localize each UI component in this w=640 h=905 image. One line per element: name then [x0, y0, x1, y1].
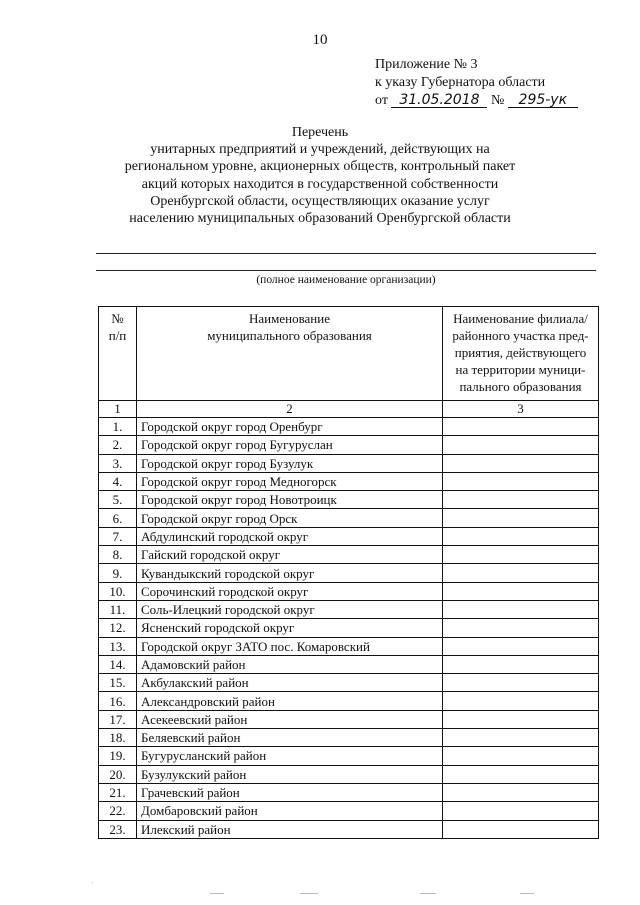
column-number: 3	[443, 401, 599, 418]
table-row	[99, 637, 599, 655]
row-number: 6.	[99, 509, 137, 527]
column-number-row	[99, 401, 599, 418]
table-row	[99, 783, 599, 801]
branch-name	[443, 619, 599, 637]
row-number: 4.	[99, 472, 137, 490]
municipality-name: Городской округ город Бугуруслан	[137, 436, 443, 454]
branch-name	[443, 802, 599, 820]
branch-name	[443, 509, 599, 527]
row-number: 21.	[99, 783, 137, 801]
header-branch-line: приятия, действующего	[454, 345, 587, 360]
municipality-name: Бугурусланский район	[137, 747, 443, 765]
municipality-name: Асекеевский район	[137, 710, 443, 728]
row-number: 20.	[99, 765, 137, 783]
header-name-line: муниципального образования	[207, 328, 372, 343]
branch-name	[443, 692, 599, 710]
branch-name	[443, 765, 599, 783]
table-row	[99, 820, 599, 838]
title-line: Перечень	[291, 125, 349, 140]
row-number: 23.	[99, 820, 137, 838]
branch-name	[443, 582, 599, 600]
table-row	[99, 710, 599, 728]
table-row	[99, 765, 599, 783]
municipality-name: Александровский район	[137, 692, 443, 710]
number-label: №	[490, 93, 505, 108]
scan-artifact	[420, 893, 436, 894]
municipality-name: Акбулакский район	[137, 674, 443, 692]
row-number: 16.	[99, 692, 137, 710]
row-number: 10.	[99, 582, 137, 600]
table-header-row	[99, 307, 599, 401]
branch-name	[443, 783, 599, 801]
decree-date: 31.05.2018	[391, 93, 487, 108]
table-row	[99, 600, 599, 618]
row-number: 19.	[99, 747, 137, 765]
appendix-decree-ref: к указу Губернатора области	[375, 75, 546, 90]
organizations-table	[98, 306, 599, 839]
row-number: 15.	[99, 674, 137, 692]
title-line: населению муниципальных образований Оренбургской области	[129, 211, 511, 227]
municipality-name: Городской округ город Новотроицк	[137, 491, 443, 509]
table-body	[99, 418, 599, 839]
table-row	[99, 747, 599, 765]
municipality-name: Кувандыкский городской округ	[137, 564, 443, 582]
table-row	[99, 472, 599, 490]
table-row	[99, 436, 599, 454]
scan-artifact	[520, 893, 534, 894]
row-number: 5.	[99, 491, 137, 509]
table-row	[99, 674, 599, 692]
row-number: 12.	[99, 619, 137, 637]
page-number: 10	[312, 32, 328, 48]
municipality-name: Городской округ город Бузулук	[137, 454, 443, 472]
organization-fill-line	[96, 253, 596, 254]
table-row	[99, 418, 599, 436]
header-name-line: Наименование	[249, 311, 330, 326]
branch-name	[443, 436, 599, 454]
row-number: 13.	[99, 637, 137, 655]
row-number: 17.	[99, 710, 137, 728]
municipality-name: Городской округ ЗАТО пос. Комаровский	[137, 637, 443, 655]
municipality-name: Грачевский район	[137, 783, 443, 801]
header-num-line: п/п	[108, 328, 127, 343]
column-number: 2	[137, 401, 443, 418]
table-row	[99, 527, 599, 545]
branch-name	[443, 527, 599, 545]
municipality-name: Адамовский район	[137, 655, 443, 673]
header-branch-line: Наименование филиала/	[453, 311, 588, 326]
row-number: 7.	[99, 527, 137, 545]
municipality-name: Городской округ город Медногорск	[137, 472, 443, 490]
table-row	[99, 546, 599, 564]
branch-name	[443, 546, 599, 564]
header-branch	[443, 307, 599, 401]
row-number: 14.	[99, 655, 137, 673]
appendix-date-number	[375, 92, 578, 109]
scan-artifact	[92, 882, 93, 883]
column-number: 1	[99, 401, 137, 418]
table-row	[99, 802, 599, 820]
table-row	[99, 564, 599, 582]
appendix-title: Приложение № 3	[375, 57, 478, 72]
row-number: 3.	[99, 454, 137, 472]
branch-name	[443, 564, 599, 582]
header-num	[99, 307, 137, 401]
branch-name	[443, 820, 599, 838]
header-num-line: №	[111, 311, 124, 326]
table-row	[99, 582, 599, 600]
document-title	[60, 124, 580, 227]
title-line: Оренбургской области, осуществляющих оказание услуг	[150, 193, 490, 209]
municipality-name: Ясненский городской округ	[137, 619, 443, 637]
decree-number: 295-ук	[508, 93, 578, 108]
municipality-name: Городской округ город Оренбург	[137, 418, 443, 436]
row-number: 9.	[99, 564, 137, 582]
row-number: 11.	[99, 600, 137, 618]
branch-name	[443, 418, 599, 436]
branch-name	[443, 674, 599, 692]
municipality-name: Сорочинский городской округ	[137, 582, 443, 600]
scan-artifact	[300, 893, 318, 894]
header-branch-line: пального образования	[459, 379, 582, 394]
branch-name	[443, 710, 599, 728]
municipality-name: Городской округ город Орск	[137, 509, 443, 527]
title-line: акций которых находится в государственной собственности	[141, 176, 499, 192]
row-number: 2.	[99, 436, 137, 454]
header-branch-line: районного участка пред-	[452, 328, 589, 343]
row-number: 1.	[99, 418, 137, 436]
scan-artifact	[210, 893, 224, 894]
branch-name	[443, 729, 599, 747]
row-number: 22.	[99, 802, 137, 820]
table-row	[99, 729, 599, 747]
table-row	[99, 655, 599, 673]
table-row	[99, 491, 599, 509]
branch-name	[443, 454, 599, 472]
branch-name	[443, 747, 599, 765]
table-row	[99, 619, 599, 637]
row-number: 8.	[99, 546, 137, 564]
municipality-name: Соль-Илецкий городской округ	[137, 600, 443, 618]
municipality-name: Абдулинский городской округ	[137, 527, 443, 545]
title-line: унитарных предприятий и учреждений, действующих на	[150, 142, 490, 158]
branch-name	[443, 472, 599, 490]
municipality-name: Бузулукский район	[137, 765, 443, 783]
table-row	[99, 454, 599, 472]
branch-name	[443, 600, 599, 618]
header-branch-line: на территории муници-	[455, 362, 586, 377]
organization-caption: (полное наименование организации)	[256, 274, 436, 286]
table-row	[99, 692, 599, 710]
header-municipality	[137, 307, 443, 401]
from-label: от	[375, 93, 388, 108]
municipality-name: Гайский городской округ	[137, 546, 443, 564]
municipality-name: Домбаровский район	[137, 802, 443, 820]
branch-name	[443, 637, 599, 655]
organization-fill-line	[96, 270, 596, 271]
table-row	[99, 509, 599, 527]
branch-name	[443, 491, 599, 509]
row-number: 18.	[99, 729, 137, 747]
branch-name	[443, 655, 599, 673]
municipality-name: Илекский район	[137, 820, 443, 838]
municipality-name: Беляевский район	[137, 729, 443, 747]
title-line: региональном уровне, акционерных обществ, контрольный пакет	[124, 159, 516, 175]
